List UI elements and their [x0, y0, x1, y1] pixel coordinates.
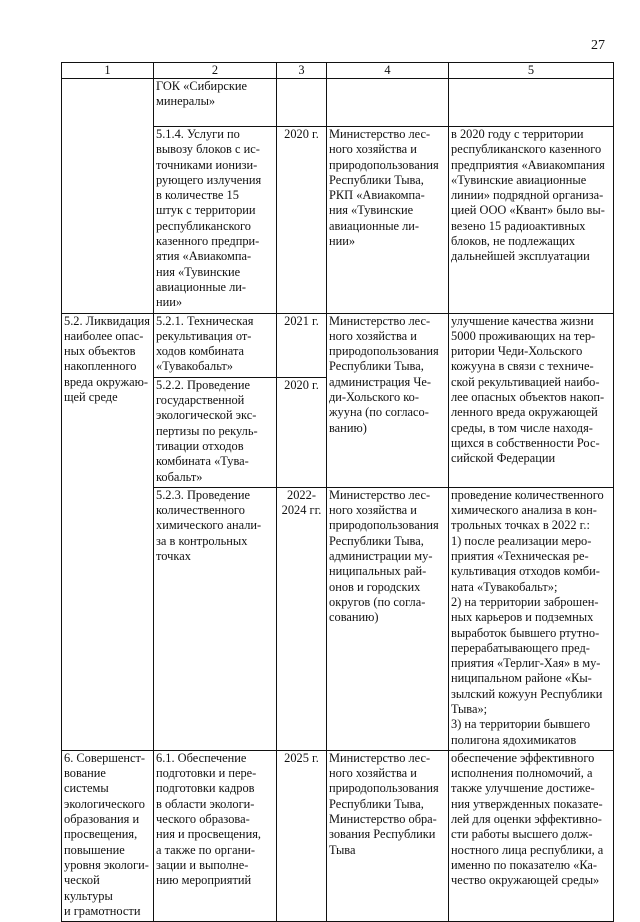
deadline-cell-empty — [277, 79, 327, 127]
activity-cell: 5.2.3. Проведение количественного химического анали- за в контрольных точках — [154, 487, 277, 750]
result-cell: улучшение качества жизни 5000 проживающих на тер- ритории Чеди-Хольского кожууна в связи с техниче- ской рекультивацией наибо- лее опасных объектов накоп- ленного вреда окружающей среды, в том числе находя- щихся в собственности Рос- сийской Федерации — [449, 313, 614, 487]
result-cell: обеспечение эффективного исполнения полномочий, а также улучшение достиже- ния утвержденных показате- лей для оценки эффективно- сти работы высшего долж- ностного лица республики, а именно по показателю «Ка- чество окружающей среды» — [449, 750, 614, 921]
header-cell-4: 4 — [327, 63, 449, 79]
table-row-5-2-1 — [62, 313, 614, 377]
page-number: 27 — [591, 38, 605, 53]
activity-cell: 5.1.4. Услуги по вывозу блоков с ис- точниками ионизи- рующего излучения в количестве 15 штук с территории республиканского казенного предпри- ятия «Авиакомпа- ния «Тувинские авиационные ли- нии» — [154, 127, 277, 314]
task-cell: 6. Совершенст- вование системы экологического образования и просвещения, повышение уровня экологи- ческой культуры и грамотности — [62, 750, 154, 921]
executor-cell: Министерство лес- ного хозяйства и природопользования Республики Тыва, администрация Че- ди-Хольского ко- жууна (по согласо- ванию) — [327, 313, 449, 487]
result-cell: в 2020 году с территории республиканского казенного предприятия «Авиакомпания «Тувинские авиационные линии» подрядной организа- цией ООО «Квант» было вы- везено 15 радиоактивных блоков, не подлежащих дальнейшей эксплуатации — [449, 127, 614, 314]
deadline-cell: 2020 г. — [277, 127, 327, 314]
measures-table — [61, 62, 614, 922]
deadline-cell: 2021 г. — [277, 313, 327, 377]
activity-cell: 5.2.2. Проведение государственной экологической экс- пертизы по рекуль- тивации отходов комбината «Тува- кобальт» — [154, 377, 277, 487]
executor-cell-empty — [327, 79, 449, 127]
header-cell-2: 2 — [154, 63, 277, 79]
activity-cell: 5.2.1. Техническая рекультивация от- ходов комбината «Тувакобальт» — [154, 313, 277, 377]
executor-cell: Министерство лес- ного хозяйства и природопользования Республики Тыва, Министерство обра- зования Республики Тыва — [327, 750, 449, 921]
task-cell-empty — [62, 79, 154, 314]
deadline-cell: 2025 г. — [277, 750, 327, 921]
executor-cell: Министерство лес- ного хозяйства и природопользования Республики Тыва, РКП «Авиакомпа- ния «Тувинские авиационные ли- нии» — [327, 127, 449, 314]
header-cell-1: 1 — [62, 63, 154, 79]
activity-cell: ГОК «Сибирские минералы» — [154, 79, 277, 127]
task-cell: 5.2. Ликвидация наиболее опас- ных объектов накопленного вреда окружаю- щей среде — [62, 313, 154, 750]
table-row-continuation — [62, 79, 614, 127]
deadline-cell: 2022- 2024 гг. — [277, 487, 327, 750]
header-cell-5: 5 — [449, 63, 614, 79]
result-cell: проведение количественного химического анализа в кон- трольных точках в 2022 г.: 1) после реализации меро- приятия «Техническая ре- культивация отходов комби- ната «Тувакобальт»; 2) на территории заброшен- ных карьеров и подземных выработок бывшего ртутно- перерабатывающего пред- приятия «Терлиг-Хая» в му- ниципальном районе «Кы- зылский кожуун Республики Тыва»; 3) на территории бывшего полигона ядохимикатов — [449, 487, 614, 750]
result-cell-empty — [449, 79, 614, 127]
executor-cell: Министерство лес- ного хозяйства и природопользования Республики Тыва, администрации му- ниципальных рай- онов и городских округов (по согла- сованию) — [327, 487, 449, 750]
table-row-6-1 — [62, 750, 614, 921]
header-row — [62, 63, 614, 79]
header-cell-3: 3 — [277, 63, 327, 79]
activity-cell: 6.1. Обеспечение подготовки и пере- подготовки кадров в области экологи- ческого образова- ния и просвещения, а также по органи- зации и выполне- нию мероприятий — [154, 750, 277, 921]
deadline-cell: 2020 г. — [277, 377, 327, 487]
